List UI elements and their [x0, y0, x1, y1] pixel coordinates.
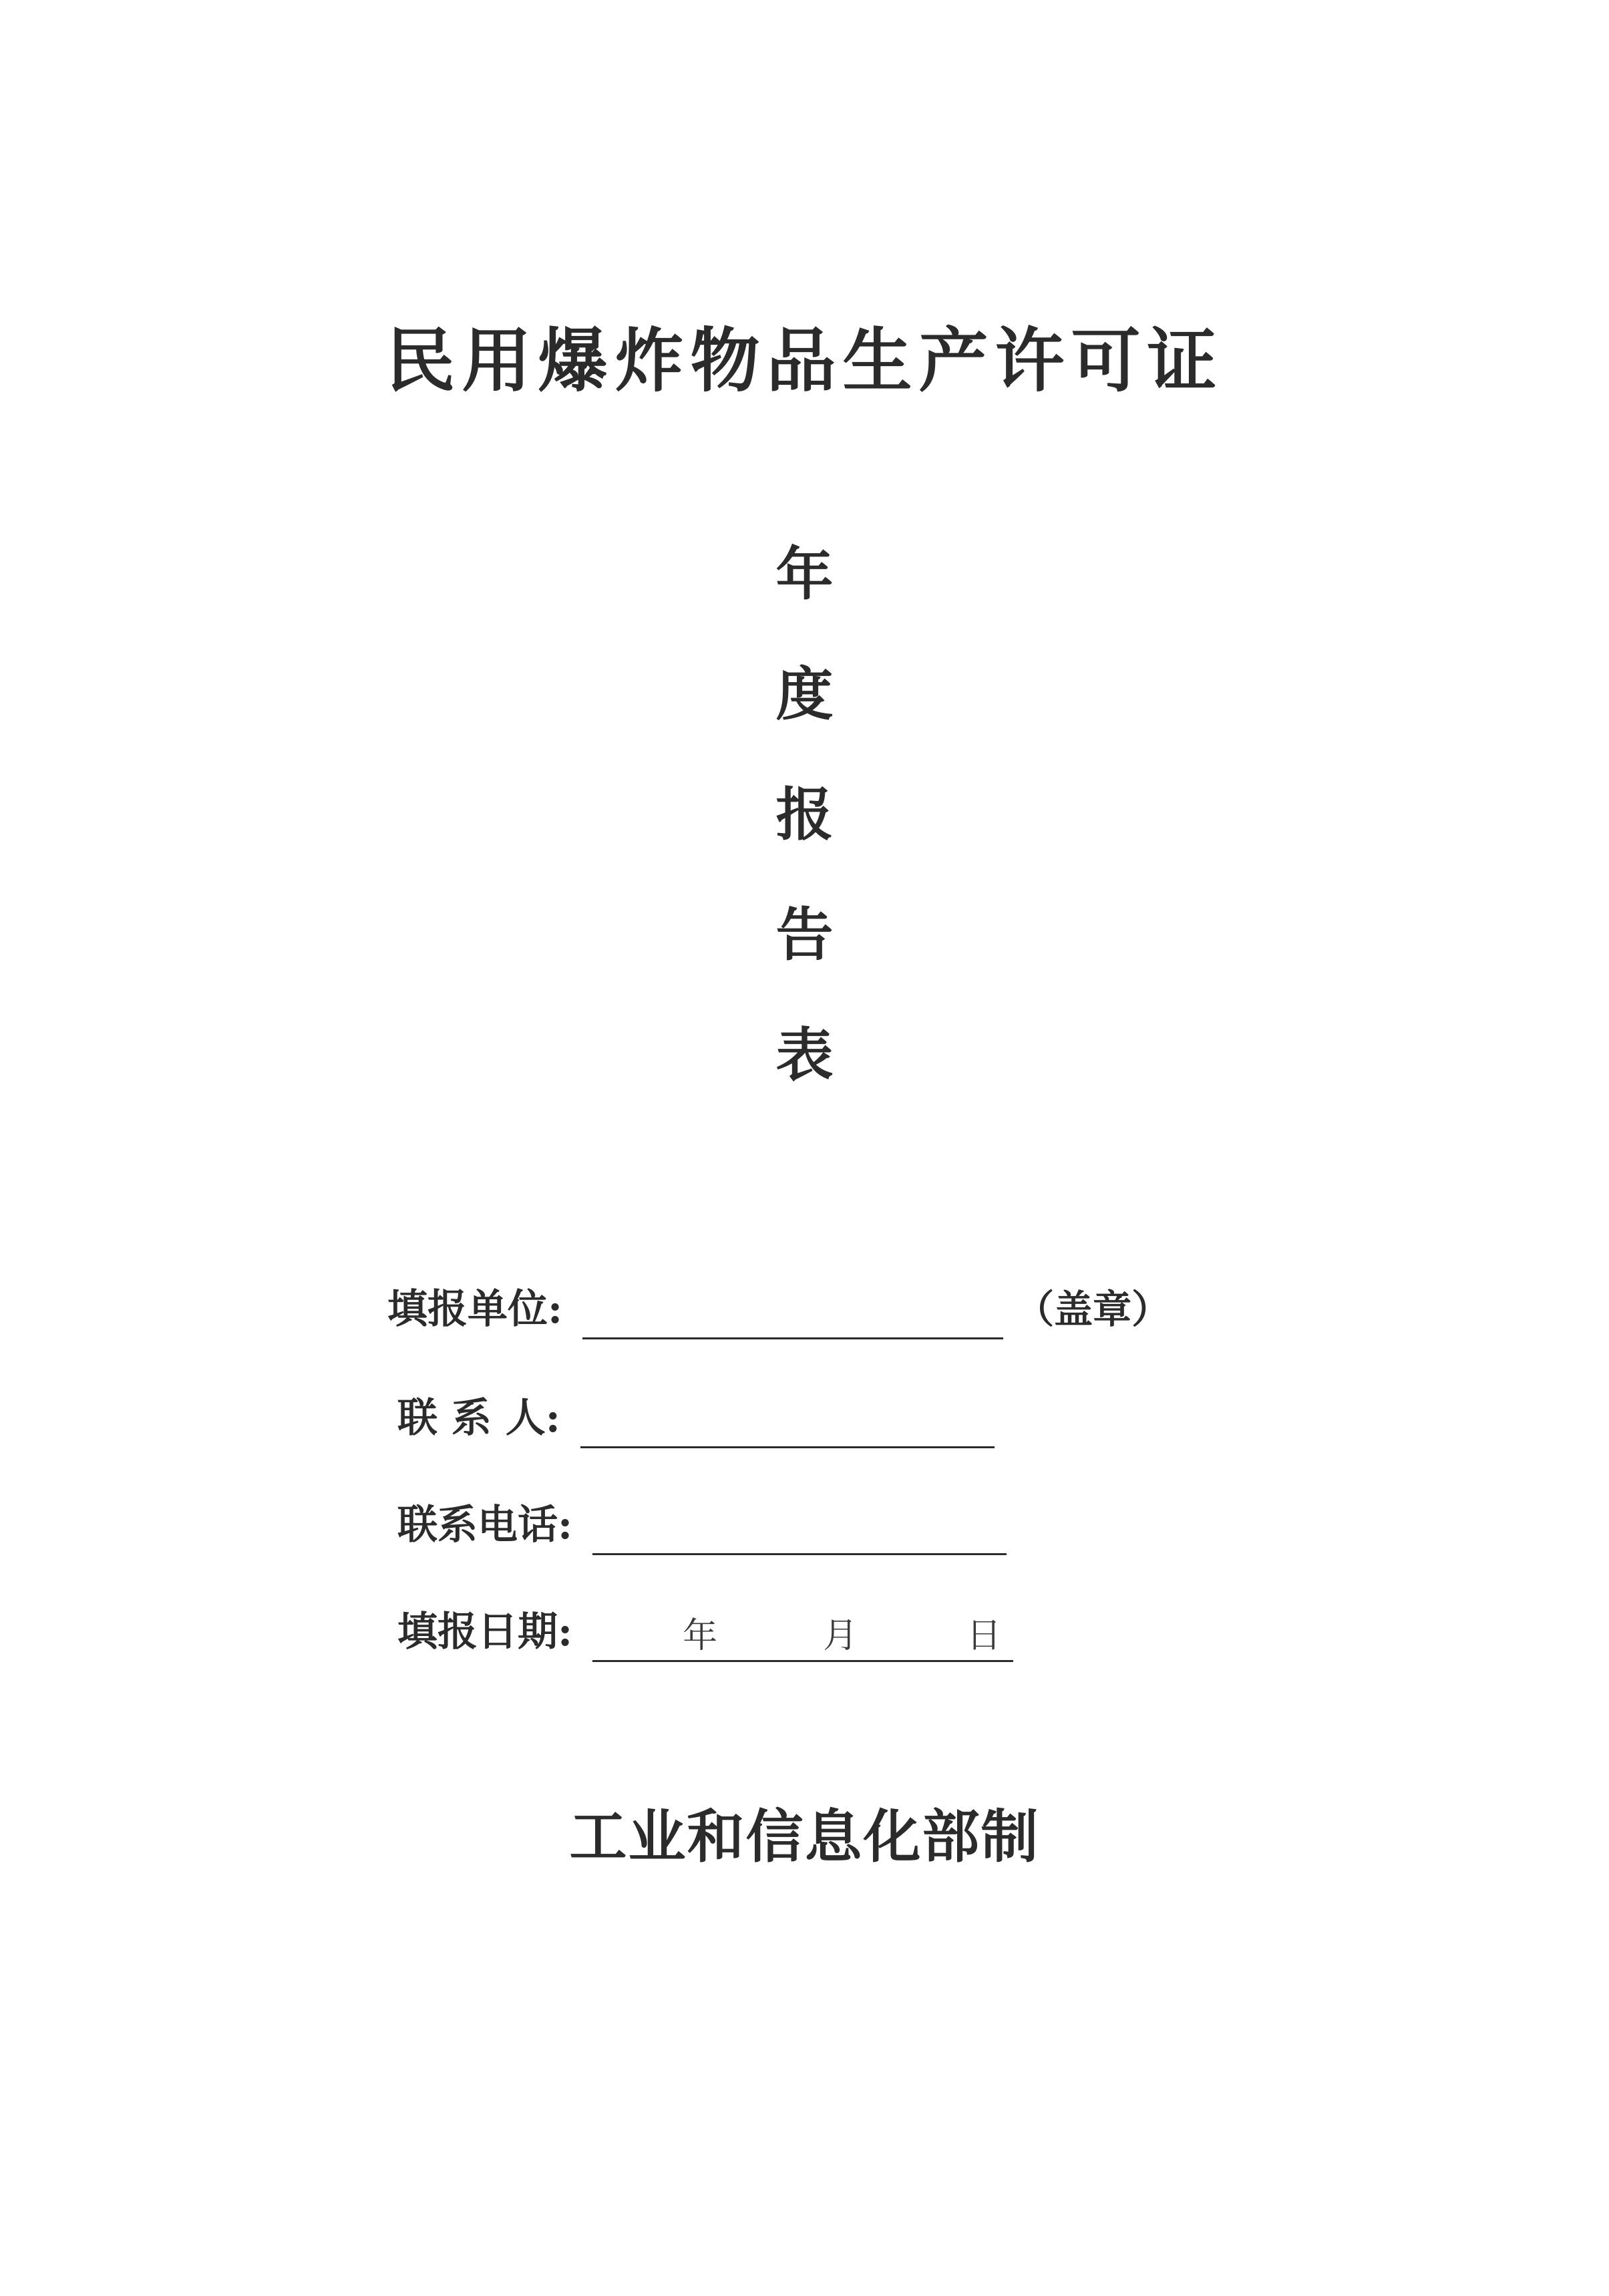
date-row: [397, 1602, 1013, 1662]
contact-field[interactable]: [580, 1402, 995, 1448]
subtitle-char: 报: [775, 782, 834, 848]
date-year: 年: [683, 1616, 718, 1656]
phone-field[interactable]: [592, 1509, 1007, 1555]
subtitle-char: 年: [775, 541, 834, 608]
subtitle-char: 表: [775, 1022, 834, 1089]
unit-row: [387, 1279, 1170, 1339]
issuer-footer: 工业和信息化部制: [569, 1804, 1040, 1870]
stamp-note: （盖章）: [1015, 1287, 1171, 1332]
date-label: 填报日期:: [397, 1609, 573, 1655]
contact-label: 联 系 人:: [397, 1395, 560, 1442]
phone-label: 联系电话:: [397, 1502, 573, 1548]
subtitle-char: 告: [775, 902, 834, 969]
unit-label: 填报单位:: [387, 1286, 563, 1333]
vertical-subtitle: [0, 514, 1609, 1116]
phone-row: [397, 1495, 1007, 1555]
date-month: 月: [823, 1616, 858, 1656]
subtitle-char: 度: [775, 661, 834, 728]
date-field[interactable]: [592, 1612, 1013, 1662]
document-title: 民用爆炸物品生产许可证: [385, 320, 1224, 401]
unit-field[interactable]: [582, 1293, 1003, 1339]
contact-row: [397, 1388, 995, 1448]
date-day: 日: [966, 1616, 1002, 1656]
